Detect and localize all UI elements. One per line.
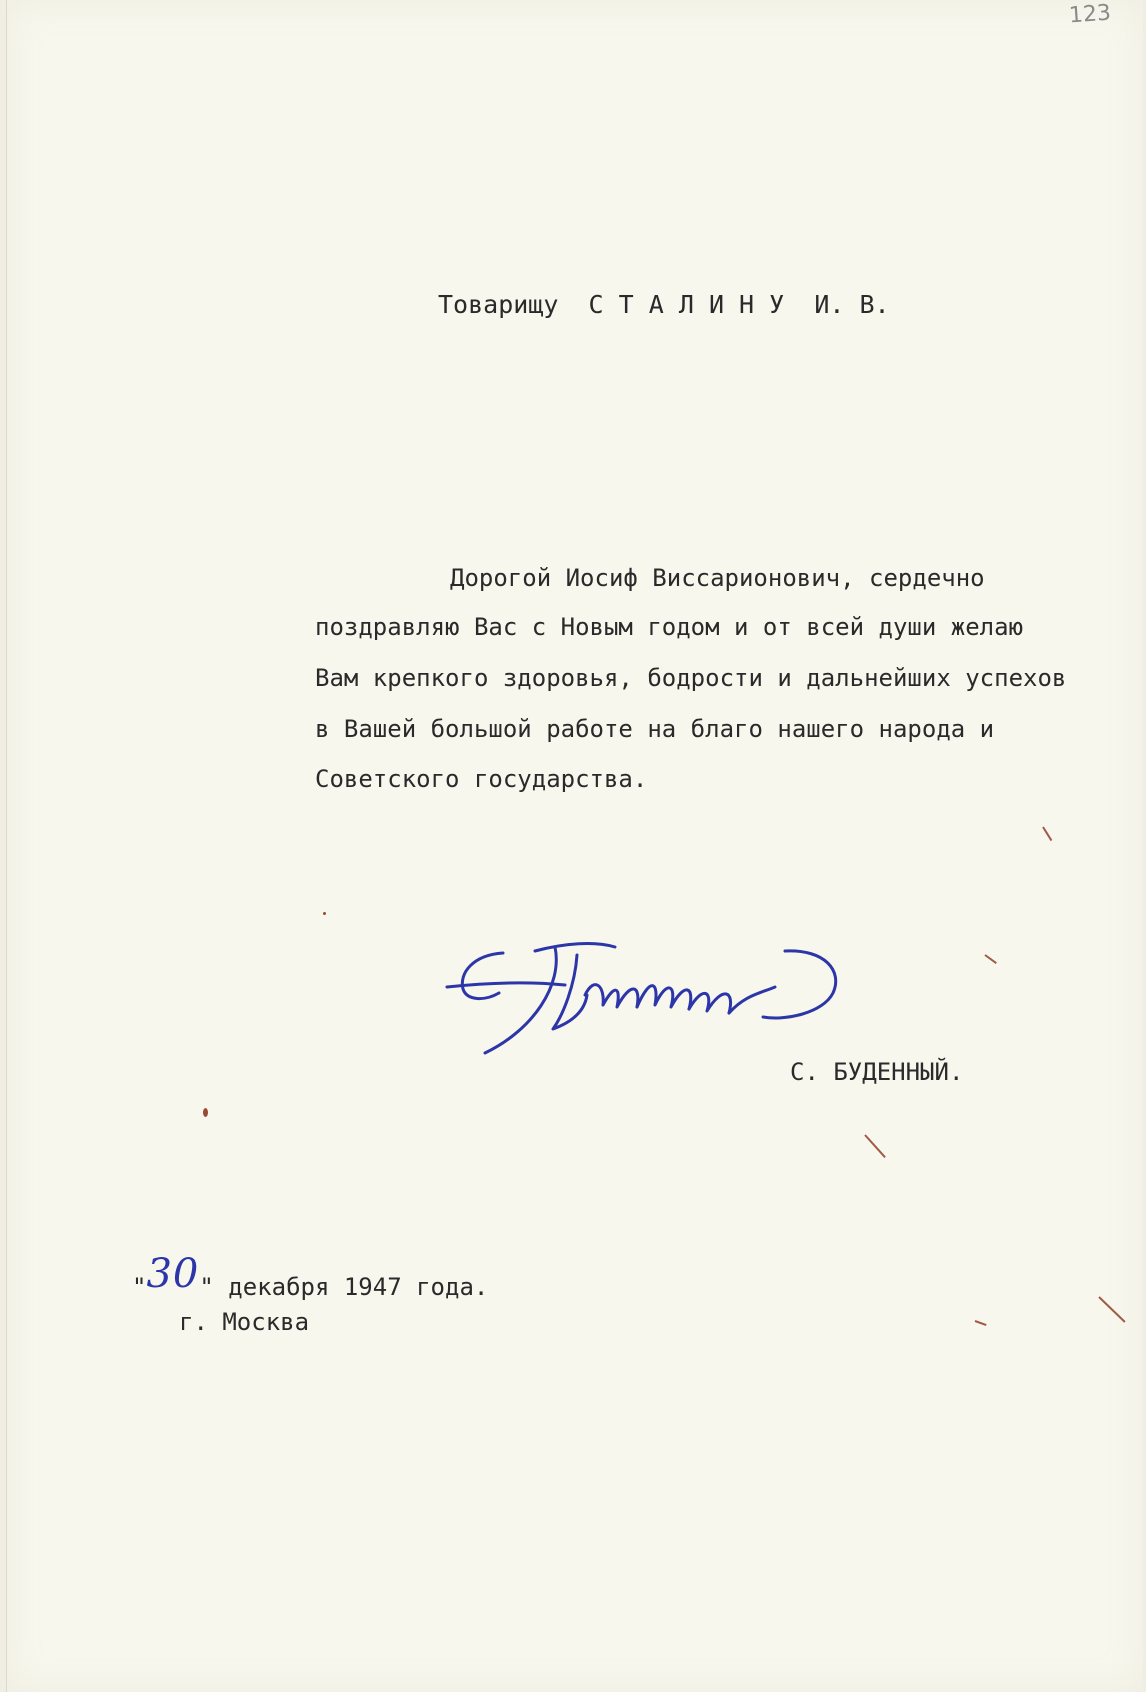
letter-body-line-2: поздравляю Вас с Новым годом и от всей души желаю <box>315 613 1024 641</box>
date-close-quote: " <box>199 1273 214 1301</box>
paper-scratch <box>1098 1296 1125 1322</box>
document-page <box>6 0 1143 1692</box>
paper-scratch <box>984 954 997 964</box>
paper-scratch <box>1042 826 1052 841</box>
addressee-surname: С Т А Л И Н У <box>588 290 785 319</box>
addressee-line <box>438 292 890 317</box>
paper-speck <box>203 1108 208 1117</box>
paper-scratch <box>975 1320 987 1326</box>
archive-page-number: 123 <box>1068 0 1112 29</box>
date-month-year: декабря 1947 года. <box>228 1273 489 1301</box>
place-line: г. Москва <box>179 1308 310 1336</box>
addressee-prefix: Товарищу <box>438 290 559 319</box>
letter-body-line-5: Советского государства. <box>315 765 648 793</box>
letter-body-line-3: Вам крепкого здоровья, бодрости и дальнейших успехов <box>315 664 1067 692</box>
paper-speck <box>323 912 326 915</box>
date-line <box>132 1251 489 1302</box>
addressee-initials: И. В. <box>814 290 890 319</box>
handwritten-day: 30 <box>146 1251 200 1297</box>
letter-body-line-1: Дорогой Иосиф Виссарионович, сердечно <box>450 564 985 592</box>
handwritten-signature <box>445 925 855 1060</box>
typed-signer-name: С. БУДЕННЫЙ. <box>790 1058 964 1086</box>
date-open-quote: " <box>132 1273 147 1301</box>
letter-body-line-4: в Вашей большой работе на благо нашего народа и <box>315 715 995 743</box>
paper-scratch <box>864 1134 886 1158</box>
